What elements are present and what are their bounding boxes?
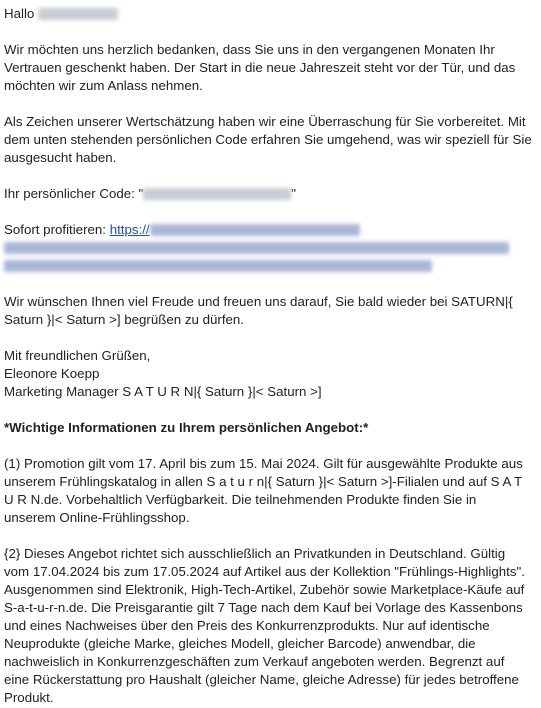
important-heading: *Wichtige Informationen zu Ihrem persönlichen Angebot:* [4, 420, 369, 435]
footnote-line: {2} Dieses Angebot richtet sich ausschließlich an Privatkunden in Deutschland. Gültig [4, 546, 506, 561]
footnote-line: nachweislich in Konkurrenzgeschäften zum Verkauf angeboten werden. Begrenzt auf [4, 654, 505, 669]
redacted-personal-code [143, 188, 291, 200]
code-line [4, 185, 537, 203]
footnote-1 [4, 455, 537, 527]
promo-link-line-3[interactable] [4, 257, 537, 275]
code-label: Ihr persönlicher Code: " [4, 186, 144, 201]
surprise-line: dem unten stehenden persönlichen Code erfahren Sie umgehend, was wir speziell für Sie [4, 132, 532, 147]
promo-link-line-2[interactable] [4, 239, 537, 257]
footnote-line: S-a-t-u-r-n.de. Die Preisgarantie gilt 7 Tage nach dem Kauf bei Vorlage des Kassenbons [4, 600, 523, 615]
footnote-line: unserem Frühlingskatalog in allen S a t u r n|{ Saturn }|< Saturn >]-Filialen und auf S A T [4, 474, 523, 489]
intro-line: Wir möchten uns herzlich bedanken, dass Sie uns in den vergangenen Monaten Ihr [4, 42, 495, 57]
surprise-line: Als Zeichen unserer Wertschätzung haben wir eine Überraschung für Sie vorbereitet. Mit [4, 114, 526, 129]
footnote-line: vom 17.04.2024 bis zum 17.05.2024 auf Artikel aus der Kollektion "Frühlings-Highlights". [4, 564, 525, 579]
redacted-link-part [150, 224, 360, 236]
footnote-line: unserem Online-Frühlingsshop. [4, 510, 190, 525]
promo-link-prefix: https:// [109, 222, 150, 237]
signature-role: Marketing Manager S A T U R N|{ Saturn }|< Saturn >] [4, 384, 322, 399]
footnote-2 [4, 545, 537, 707]
signature-block [4, 347, 537, 401]
footnote-line: eine Rückerstattung pro Haushalt (gleicher Name, gleiche Adresse) für jedes betroffene [4, 672, 519, 687]
surprise-paragraph [4, 113, 537, 167]
footnote-line: Produkt. [4, 690, 54, 705]
footnote-line: U R N.de. Vorbehaltlich Verfügbarkeit. Die teilnehmenden Produkte finden Sie in [4, 492, 477, 507]
redacted-link-part[interactable] [4, 242, 509, 254]
cta-label: Sofort profitieren: [4, 222, 110, 237]
footnote-line: Ausgenommen sind Elektronik, High-Tech-Artikel, Zubehör sowie Marketplace-Käufe auf [4, 582, 525, 597]
signature-salutation: Mit freundlichen Grüßen, [4, 348, 151, 363]
cta-block [4, 221, 537, 275]
surprise-line: ausgesucht haben. [4, 150, 117, 165]
greeting-line [4, 5, 537, 23]
code-suffix: " [291, 186, 296, 201]
intro-line: möchten wir zum Anlass nehmen. [4, 78, 203, 93]
closing-wish-paragraph [4, 293, 537, 329]
cta-line [4, 221, 537, 239]
greeting-prefix: Hallo [4, 6, 35, 21]
closing-wish-line: Wir wünschen Ihnen viel Freude und freuen uns darauf, Sie bald wieder bei SATURN|{ [4, 294, 513, 309]
redacted-link-part[interactable] [4, 260, 432, 272]
footnote-line: (1) Promotion gilt vom 17. April bis zum 15. Mai 2024. Gilt für ausgewählte Produkte aus [4, 456, 523, 471]
redacted-recipient-name [38, 8, 118, 20]
closing-wish-line: Saturn }|< Saturn >] begrüßen zu dürfen. [4, 312, 244, 327]
promo-link[interactable] [110, 222, 360, 237]
footnote-line: Neuprodukte (gleiche Marke, gleiches Modell, gleicher Barcode) anwendbar, die [4, 636, 476, 651]
intro-paragraph [4, 41, 537, 95]
signature-name: Eleonore Koepp [4, 366, 100, 381]
intro-line: Vertrauen geschenkt haben. Der Start in die neue Jahreszeit steht vor der Tür, und das [4, 60, 516, 75]
footnote-line: und eines Nachweises über den Preis des Konkurrenzprodukts. Nur auf identische [4, 618, 490, 633]
